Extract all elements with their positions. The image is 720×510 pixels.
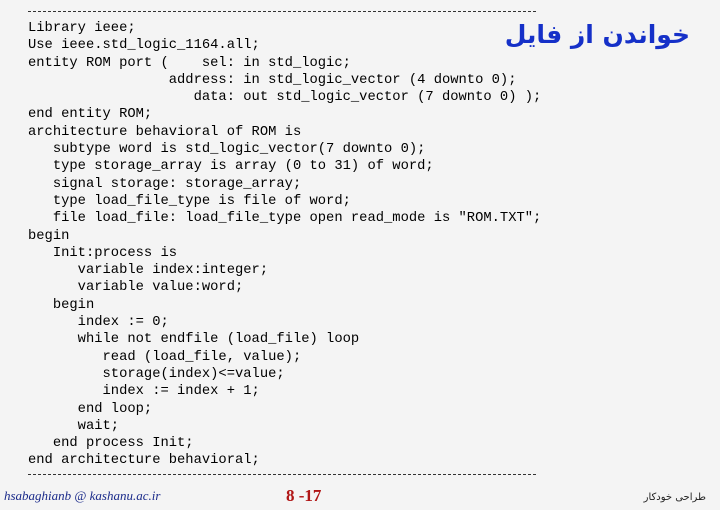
code-line: type load_file_type is file of word; (28, 193, 351, 209)
code-line: type storage_array is array (0 to 31) of word; (28, 159, 434, 175)
code-line: while not endfile (load_file) loop (28, 332, 360, 348)
code-line: variable value:word; (28, 280, 244, 296)
code-line: file load_file: load_file_type open read_mode is "ROM.TXT"; (28, 211, 542, 227)
slide-title: خواندن از فایل (504, 20, 690, 49)
code-line: architecture behavioral of ROM is (28, 124, 302, 140)
code-line: end architecture behavioral; (28, 453, 260, 469)
code-line: wait; (28, 418, 120, 434)
code-line: end loop; (28, 401, 153, 417)
code-line: data: out std_logic_vector (7 downto 0) ); (28, 90, 542, 106)
code-line: end entity ROM; (28, 107, 153, 123)
code-line: begin (28, 228, 70, 244)
bottom-dashed-rule (28, 474, 536, 475)
code-line: subtype word is std_logic_vector(7 downto 0); (28, 142, 426, 158)
code-line: Library ieee; (28, 21, 136, 36)
code-line: end process Init; (28, 436, 194, 452)
code-line: begin (28, 297, 95, 313)
page-number: 8 -17 (286, 486, 322, 505)
code-line: address: in std_logic_vector (4 downto 0); (28, 72, 517, 88)
code-line: Use ieee.std_logic_1164.all; (28, 38, 260, 54)
code-line: entity ROM port ( sel: in std_logic; (28, 55, 351, 71)
code-line: read (load_file, value); (28, 349, 302, 365)
footer-course-title: طراحی خودکار (643, 492, 706, 503)
footer-email: hsabaghianb @ kashanu.ac.ir (4, 488, 161, 503)
code-line: Init:process is (28, 245, 178, 261)
code-line: variable index:integer; (28, 263, 269, 279)
code-line: index := 0; (28, 315, 169, 331)
code-line: index := index + 1; (28, 384, 260, 400)
code-line: storage(index)<=value; (28, 366, 285, 382)
code-line: signal storage: storage_array; (28, 176, 302, 192)
top-dashed-rule (28, 11, 536, 12)
code-block (28, 20, 541, 470)
